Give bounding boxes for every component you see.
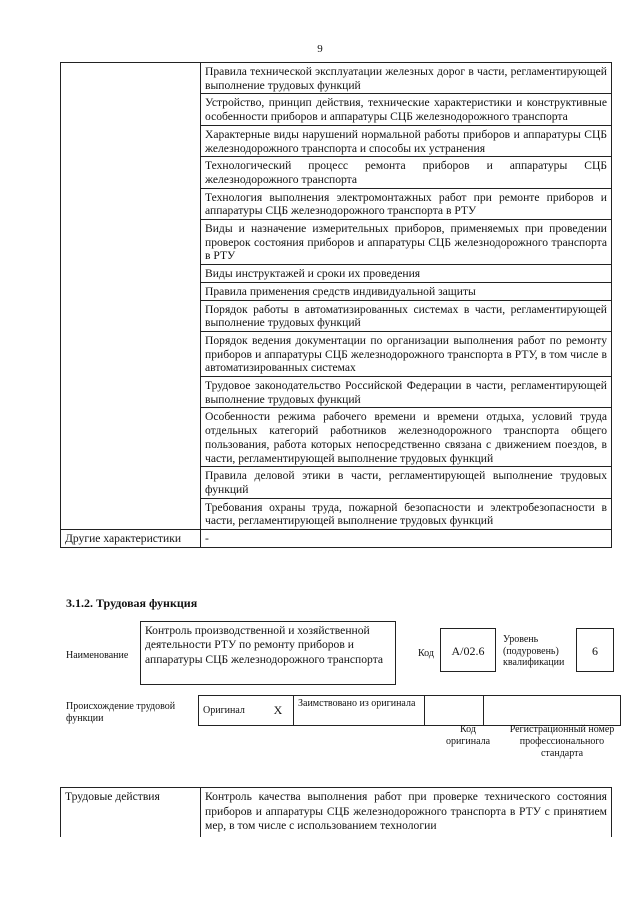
reg-number-label: Регистрационный номер профессионального стандарта <box>509 724 615 759</box>
knowledge-item: Устройство, принцип действия, технические характеристики и конструктивные особенности приборов и аппаратуры СЦБ железнодорожного транспорта <box>201 94 612 125</box>
knowledge-item: Требования охраны труда, пожарной безопасности и электробезопасности в части, регламентирующей выполнение трудовых функций <box>201 498 612 529</box>
knowledge-item: Технология выполнения электромонтажных работ при ремонте приборов и аппаратуры СЦБ железнодорожного транспорта в РТУ <box>201 188 612 219</box>
other-characteristics-value: - <box>201 530 612 548</box>
original-label: Оригинал <box>199 696 264 726</box>
knowledge-item: Порядок ведения документации по организации выполнения работ по ремонту приборов и аппаратуры СЦБ железнодорожного транспорта в РТУ, в том числе в автоматизированных системах <box>201 331 612 376</box>
origin-label: Происхождение трудовой функции <box>66 701 176 724</box>
reg-number-cell <box>484 696 621 726</box>
function-name-box: Контроль производственной и хозяйственной деятельности РТУ по ремонту приборов и аппаратуры СЦБ железнодорожного транспорта <box>140 621 396 685</box>
section-title: 3.1.2. Трудовая функция <box>66 596 198 610</box>
original-mark: X <box>263 696 294 726</box>
table-row <box>61 63 612 94</box>
knowledge-item: Особенности режима рабочего времени и времени отдыха, условий труда отдельных категорий работников железнодорожного транспорта общего пользования, работа которых непосредственно связана с движением поездов, в части, регламентирующей выполнение трудовых функций <box>201 408 612 467</box>
knowledge-item: Характерные виды нарушений нормальной работы приборов и аппаратуры СЦБ железнодорожного транспорта и способы их устранения <box>201 125 612 156</box>
knowledge-item: Правила применения средств индивидуальной защиты <box>201 282 612 300</box>
knowledge-item: Трудовое законодательство Российской Федерации в части, регламентирующей выполнение трудовых функций <box>201 377 612 408</box>
origin-table <box>198 695 621 726</box>
function-code-box: А/02.6 <box>440 628 496 672</box>
name-label: Наименование <box>66 650 129 661</box>
knowledge-item: Виды и назначение измерительных приборов, применяемых при проведении проверок состояния приборов и аппаратуры СЦБ железнодорожного транспорта в РТУ <box>201 220 612 265</box>
labor-actions-label: Трудовые действия <box>61 788 201 838</box>
borrowed-label: Заимствовано из оригинала <box>294 696 425 726</box>
code-label: Код <box>418 648 434 659</box>
knowledge-item: Правила деловой этики в части, регламентирующей выполнение трудовых функций <box>201 467 612 498</box>
table-row <box>199 696 621 726</box>
knowledge-item: Порядок работы в автоматизированных системах в части, регламентирующей выполнение трудовых функций <box>201 300 612 331</box>
knowledge-table <box>60 62 612 548</box>
other-characteristics-label: Другие характеристики <box>61 530 201 548</box>
page-number: 9 <box>317 43 323 55</box>
qualification-level-label: Уровень (подуровень) квалификации <box>503 634 565 668</box>
label-cell-empty <box>61 63 201 530</box>
code-original-label: Код оригинала <box>445 724 491 747</box>
knowledge-item: Виды инструктажей и сроки их проведения <box>201 265 612 283</box>
labor-actions-table <box>60 787 612 837</box>
labor-actions-text: Контроль качества выполнения работ при проверке технического состояния приборов и аппаратуры СЦБ железнодорожного транспорта в РТУ с принятием мер, в том числе с использованием технологии <box>201 788 612 838</box>
code-original-cell <box>425 696 484 726</box>
qualification-level-box: 6 <box>576 628 614 672</box>
table-row <box>61 788 612 838</box>
table-row <box>61 530 612 548</box>
knowledge-item: Технологический процесс ремонта приборов и аппаратуры СЦБ железнодорожного транспорта <box>201 157 612 188</box>
knowledge-item: Правила технической эксплуатации железных дорог в части, регламентирующей выполнение трудовых функций <box>201 63 612 94</box>
